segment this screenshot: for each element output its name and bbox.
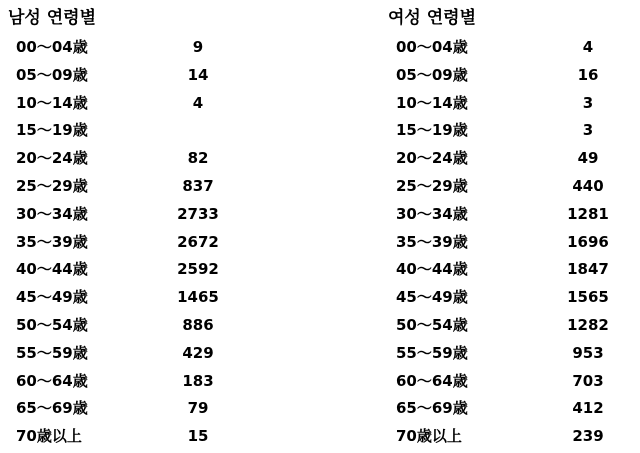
female-age-row [388, 395, 640, 423]
age-group-count: 412 [572, 399, 604, 418]
age-group-count: 1696 [567, 232, 609, 251]
age-group-label: 35～39歳 [396, 232, 468, 251]
age-group-count: 183 [182, 371, 214, 390]
female-age-row [388, 145, 640, 173]
female-age-row [388, 423, 640, 451]
age-group-label: 50～54歳 [16, 315, 88, 334]
age-group-count: 3 [582, 93, 594, 112]
age-group-label: 05～09歳 [396, 65, 468, 84]
female-age-row [388, 201, 640, 229]
age-group-label: 25～29歳 [396, 176, 468, 195]
age-group-label: 10～14歳 [396, 93, 468, 112]
age-group-count: 2733 [177, 204, 219, 223]
age-group-count: 440 [572, 176, 604, 195]
age-group-label: 10～14歳 [16, 93, 88, 112]
age-group-label: 00～04歳 [396, 38, 468, 56]
age-group-count: 9 [192, 38, 204, 56]
age-group-count: 2672 [177, 232, 219, 251]
female-panel-title: 여성 연령별 [388, 8, 477, 28]
age-group-count: 1465 [177, 288, 219, 307]
age-group-label: 05～09歳 [16, 65, 88, 84]
age-group-label: 55～59歳 [396, 343, 468, 362]
age-group-count: 82 [187, 149, 209, 168]
age-group-count: 2592 [177, 260, 219, 279]
age-group-label: 25～29歳 [16, 176, 88, 195]
male-age-row [8, 229, 268, 257]
female-age-row [388, 312, 640, 340]
age-group-label: 40～44歳 [16, 260, 88, 279]
age-group-label: 70歳以上 [396, 427, 462, 446]
male-age-row [8, 173, 268, 201]
age-group-label: 45～49歳 [16, 288, 88, 307]
age-group-count: 79 [187, 399, 209, 418]
age-group-count: 837 [182, 176, 214, 195]
age-group-count: 1847 [567, 260, 609, 279]
age-group-label: 40～44歳 [396, 260, 468, 279]
age-group-label: 35～39歳 [16, 232, 88, 251]
age-group-count: 4 [582, 38, 594, 56]
female-age-row [388, 229, 640, 257]
age-group-count: 3 [582, 121, 594, 140]
female-age-list [388, 34, 640, 451]
age-group-label: 15～19歳 [16, 121, 88, 140]
age-group-count: 16 [577, 65, 599, 84]
female-age-row [388, 284, 640, 312]
age-group-count: 14 [187, 65, 209, 84]
female-age-row [388, 90, 640, 118]
age-group-count: 49 [577, 149, 599, 168]
age-group-label: 55～59歳 [16, 343, 88, 362]
male-age-row [8, 368, 268, 396]
female-age-row [388, 368, 640, 396]
male-age-row [8, 423, 268, 451]
male-age-row [8, 312, 268, 340]
male-age-row [8, 340, 268, 368]
age-group-count: 239 [572, 427, 604, 446]
age-group-label: 60～64歳 [16, 371, 88, 390]
age-group-count: 886 [182, 315, 214, 334]
age-group-count: 1281 [567, 204, 609, 223]
male-age-row [8, 62, 268, 90]
age-group-label: 30～34歳 [396, 204, 468, 223]
age-group-count: 703 [572, 371, 604, 390]
male-age-list [8, 34, 268, 451]
female-age-row [388, 62, 640, 90]
male-panel-title: 남성 연령별 [8, 8, 97, 28]
male-age-row [8, 117, 268, 145]
age-group-count: 429 [182, 343, 214, 362]
age-group-label: 70歳以上 [16, 427, 82, 446]
female-age-row [388, 340, 640, 368]
age-group-label: 20～24歳 [16, 149, 88, 168]
age-group-label: 20～24歳 [396, 149, 468, 168]
female-age-row [388, 256, 640, 284]
male-age-row [8, 395, 268, 423]
male-age-row [8, 145, 268, 173]
age-group-count: 1282 [567, 315, 609, 334]
age-group-label: 50～54歳 [396, 315, 468, 334]
age-group-label: 15～19歳 [396, 121, 468, 140]
age-group-label: 60～64歳 [396, 371, 468, 390]
age-group-label: 30～34歳 [16, 204, 88, 223]
male-age-row [8, 201, 268, 229]
age-group-label: 65～69歳 [396, 399, 468, 418]
female-age-row [388, 117, 640, 145]
age-group-label: 00～04歳 [16, 38, 88, 56]
age-group-label: 45～49歳 [396, 288, 468, 307]
age-group-count: 15 [187, 427, 209, 446]
age-group-count: 1565 [567, 288, 609, 307]
male-age-row [8, 284, 268, 312]
female-age-row [388, 173, 640, 201]
male-age-row [8, 256, 268, 284]
age-group-count: 953 [572, 343, 604, 362]
male-age-row [8, 34, 268, 62]
age-group-label: 65～69歳 [16, 399, 88, 418]
female-age-row [388, 34, 640, 62]
age-group-count: 4 [192, 93, 204, 112]
male-age-row [8, 90, 268, 118]
